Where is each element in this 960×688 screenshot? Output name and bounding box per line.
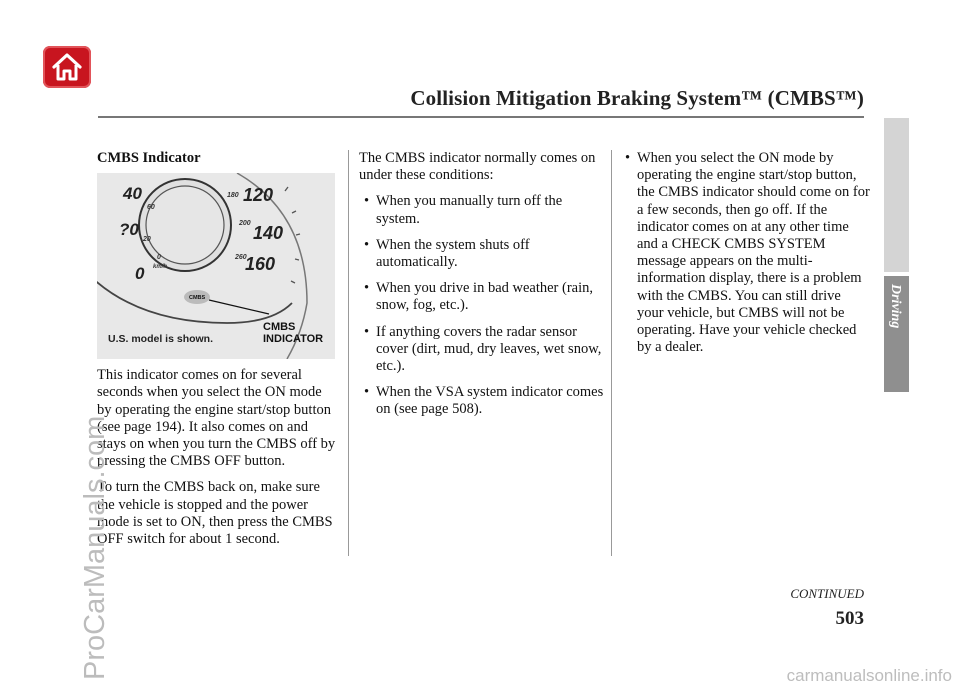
column-3 bbox=[620, 150, 870, 365]
callout-line-2: INDICATOR bbox=[263, 333, 324, 346]
paragraph: This indicator comes on for several seconds when you select the ON mode by operating the engine start/stop button (see page 194). It also comes on and stays on when you turn the CMBS off by pressing the CMBS OFF button. bbox=[97, 367, 336, 470]
watermark-side bbox=[42, 240, 122, 680]
watermark-bottom: carmanualsonline.info bbox=[786, 666, 952, 685]
list-item: • When you select the ON mode by operating the engine start/stop button, the CMBS indicator should come on for a few seconds, then go off. If the indicator comes on at any other time and a CHECK CMBS SYSTEM message appears on the multi-information display, there is a problem with the CMBS. You can still drive your vehicle, but CMBS will not be operating. Have your vehicle checked by a dealer. bbox=[620, 150, 870, 356]
small-number-200: 200 bbox=[239, 220, 251, 228]
column-2 bbox=[359, 150, 605, 428]
side-tab-spacer bbox=[884, 118, 909, 272]
conditions-list bbox=[359, 193, 605, 418]
speed-number-160: 160 bbox=[245, 254, 276, 275]
speed-number-40: 40 bbox=[123, 184, 142, 204]
section-title: Collision Mitigation Braking System™ (CMBS™) bbox=[410, 86, 864, 110]
side-tab-label: Driving bbox=[888, 284, 903, 329]
speed-number-0: 0 bbox=[135, 264, 145, 284]
continued-label: CONTINUED bbox=[790, 586, 864, 601]
speed-number-140: 140 bbox=[253, 223, 284, 244]
small-number-60: 60 bbox=[147, 204, 155, 212]
figure-caption: U.S. model is shown. bbox=[108, 333, 214, 345]
side-tab-driving[interactable] bbox=[884, 276, 909, 392]
speed-unit: km/h bbox=[153, 264, 168, 271]
speed-number-20: ?0 bbox=[119, 220, 139, 240]
small-number-260: 260 bbox=[235, 254, 247, 262]
list-item: • When the system shuts off automatically. bbox=[359, 237, 605, 271]
header-divider bbox=[98, 116, 864, 118]
speed-number-120: 120 bbox=[243, 185, 274, 206]
list-item: • When you manually turn off the system. bbox=[359, 193, 605, 227]
page-number: 503 bbox=[835, 608, 864, 629]
cmbs-indicator-figure bbox=[97, 173, 335, 359]
conditions-intro: The CMBS indicator normally comes on under these conditions: bbox=[359, 150, 596, 184]
list-item: • When the VSA system indicator comes on (see page 508). bbox=[359, 384, 605, 418]
paragraph: To turn the CMBS back on, make sure the vehicle is stopped and the power mode is set to ON, then press the CMBS OFF switch for about 1 second. bbox=[97, 479, 333, 548]
cmbs-lamp-label: CMBS bbox=[189, 295, 206, 302]
small-number-0: 0 bbox=[157, 254, 161, 262]
list-item: • When you drive in bad weather (rain, snow, fog, etc.). bbox=[359, 280, 605, 314]
list-item: • If anything covers the radar sensor cover (dirt, mud, dry leaves, wet snow, etc.). bbox=[359, 324, 605, 376]
home-button[interactable] bbox=[43, 46, 91, 88]
subheading: CMBS Indicator bbox=[97, 150, 201, 166]
callout-line-1: CMBS bbox=[263, 321, 296, 334]
cmbs-indicator-callout bbox=[263, 321, 323, 345]
small-number-20: 20 bbox=[143, 236, 151, 244]
watermark-side-text: ProCarManuals.com bbox=[79, 415, 111, 680]
home-icon bbox=[51, 52, 83, 82]
notes-list bbox=[620, 150, 870, 356]
column-divider bbox=[611, 150, 612, 556]
column-1 bbox=[97, 150, 337, 557]
small-number-180: 180 bbox=[227, 192, 239, 200]
column-divider bbox=[348, 150, 349, 556]
